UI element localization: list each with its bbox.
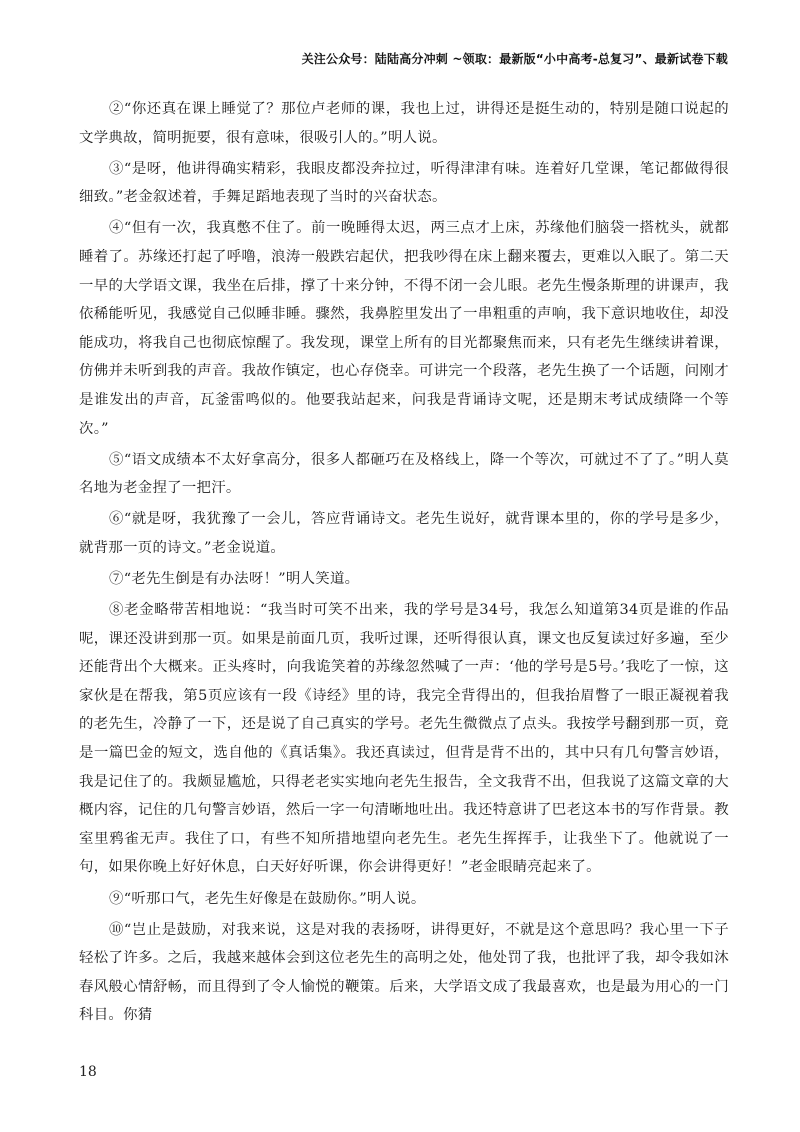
paragraph-10: ⑩“岂止是鼓励，对我来说，这是对我的表扬呀，讲得更好，不就是这个意思吗？我心里一下子轻松了许多。之后，我越来越体会到这位老先生的高明之处，他处罚了我，也批评了我，却令我如沐春风般心情舒畅，而且得到了令人愉悦的鞭策。后来，大学语文成了我最喜欢，也是最为用心的一门科目。你猜 [79,921,729,1024]
page-header: 关注公众号：陆陆高分冲刺 ~领取：最新版“小中高考-总复习”、最新试卷下载 [301,52,728,66]
paragraph-9: ⑨“听那口气，老先生好像是在鼓励你。”明人说。 [109,890,426,907]
page-number: 18 [79,1064,97,1080]
article-body [79,95,729,1033]
paragraph-5: ⑤“语文成绩本不太好拿高分，很多人都砸巧在及格线上，降一个等次，可就过不了了。”明人莫名地为老金捏了一把汗。 [79,451,729,497]
paragraph-7: ⑦“老先生倒是有办法呀！”明人笑道。 [109,571,360,587]
paragraph-3: ③“是呀，他讲得确实精彩，我眼皮都没奔拉过，听得津津有味。连着好几堂课，笔记都做得很细致。”老金叙述着，手舞足蹈地表现了当时的兴奋状态。 [79,160,729,206]
paragraph-6: ⑥“就是呀，我犹豫了一会儿，答应背诵诗文。老先生说好，就背课本里的，你的学号是多少，就背那一页的诗文。”老金说道。 [79,511,729,556]
paragraph-8: ⑧老金略带苦相地说：“我当时可笑不出来，我的学号是34号，我怎么知道第34页是谁的作品呢，课还没讲到那一页。如果是前面几页，我听过课，还听得很认真，课文也反复读过好多遍，至少还能背出个大概来。正头疼时，向我诡笑着的苏缘忽然喊了一声：‘他的学号是5号。’我吃了一惊，这家伙是在帮我，第5页应该有一段《诗经》里的诗，我完全背得出的，但我抬眉瞥了一眼正凝视着我的老先生，冷静了一下，还是说了自己真实的学号。老先生微微点了点头。我按学号翻到那一页，竟是一篇巴金的短文，选自他的《真话集》。我还真读过，但背是背不出的，其中只有几句警言妙语，我是记住了的。我颇显尴尬，只得老老实实地向老先生报告，全文我背不出，但我说了这篇文章的大概内容，记住的几句警言妙语，然后一字一句清晰地吐出。我还特意讲了巴老这本书的写作背景。教室里鸦雀无声。我住了口，有些不知所措地望向老先生。老先生挥挥手，让我坐下了。他就说了一句，如果你晚上好好休息，白天好好听课，你会讲得更好！”老金眼睛亮起来了。 [79,602,729,876]
paragraph-4: ④“但有一次，我真憋不住了。前一晚睡得太迟，两三点才上床，苏缘他们脑袋一搭枕头，就都睡着了。苏缘还打起了呼噜，浪涛一般跌宕起伏，把我吵得在床上翻来覆去，更难以入眠了。第二天一早的大学语文课，我坐在后排，撑了十来分钟，不得不闭一会儿眼。老先生慢条斯理的讲课声，我依稀能听见，我感觉自己似睡非睡。骤然，我鼻腔里发出了一串粗重的声响，我下意识地收住，却没能成功，将我自己也彻底惊醒了。我发现，课堂上所有的目光都聚焦而来，只有老先生继续讲着课，仿佛并未听到我的声音。我故作镇定，也心存侥幸。可讲完一个段落，老先生换了一个话题，问刚才是谁发出的声音，瓦釜雷鸣似的。他要我站起来，问我是背诵诗文呢，还是期末考试成绩降一个等次。” [79,220,729,437]
paragraph-2: ②“你还真在课上睡觉了？那位卢老师的课，我也上过，讲得还是挺生动的，特别是随口说起的文学典故，简明扼要，很有意味，很吸引人的。”明人说。 [79,101,729,146]
